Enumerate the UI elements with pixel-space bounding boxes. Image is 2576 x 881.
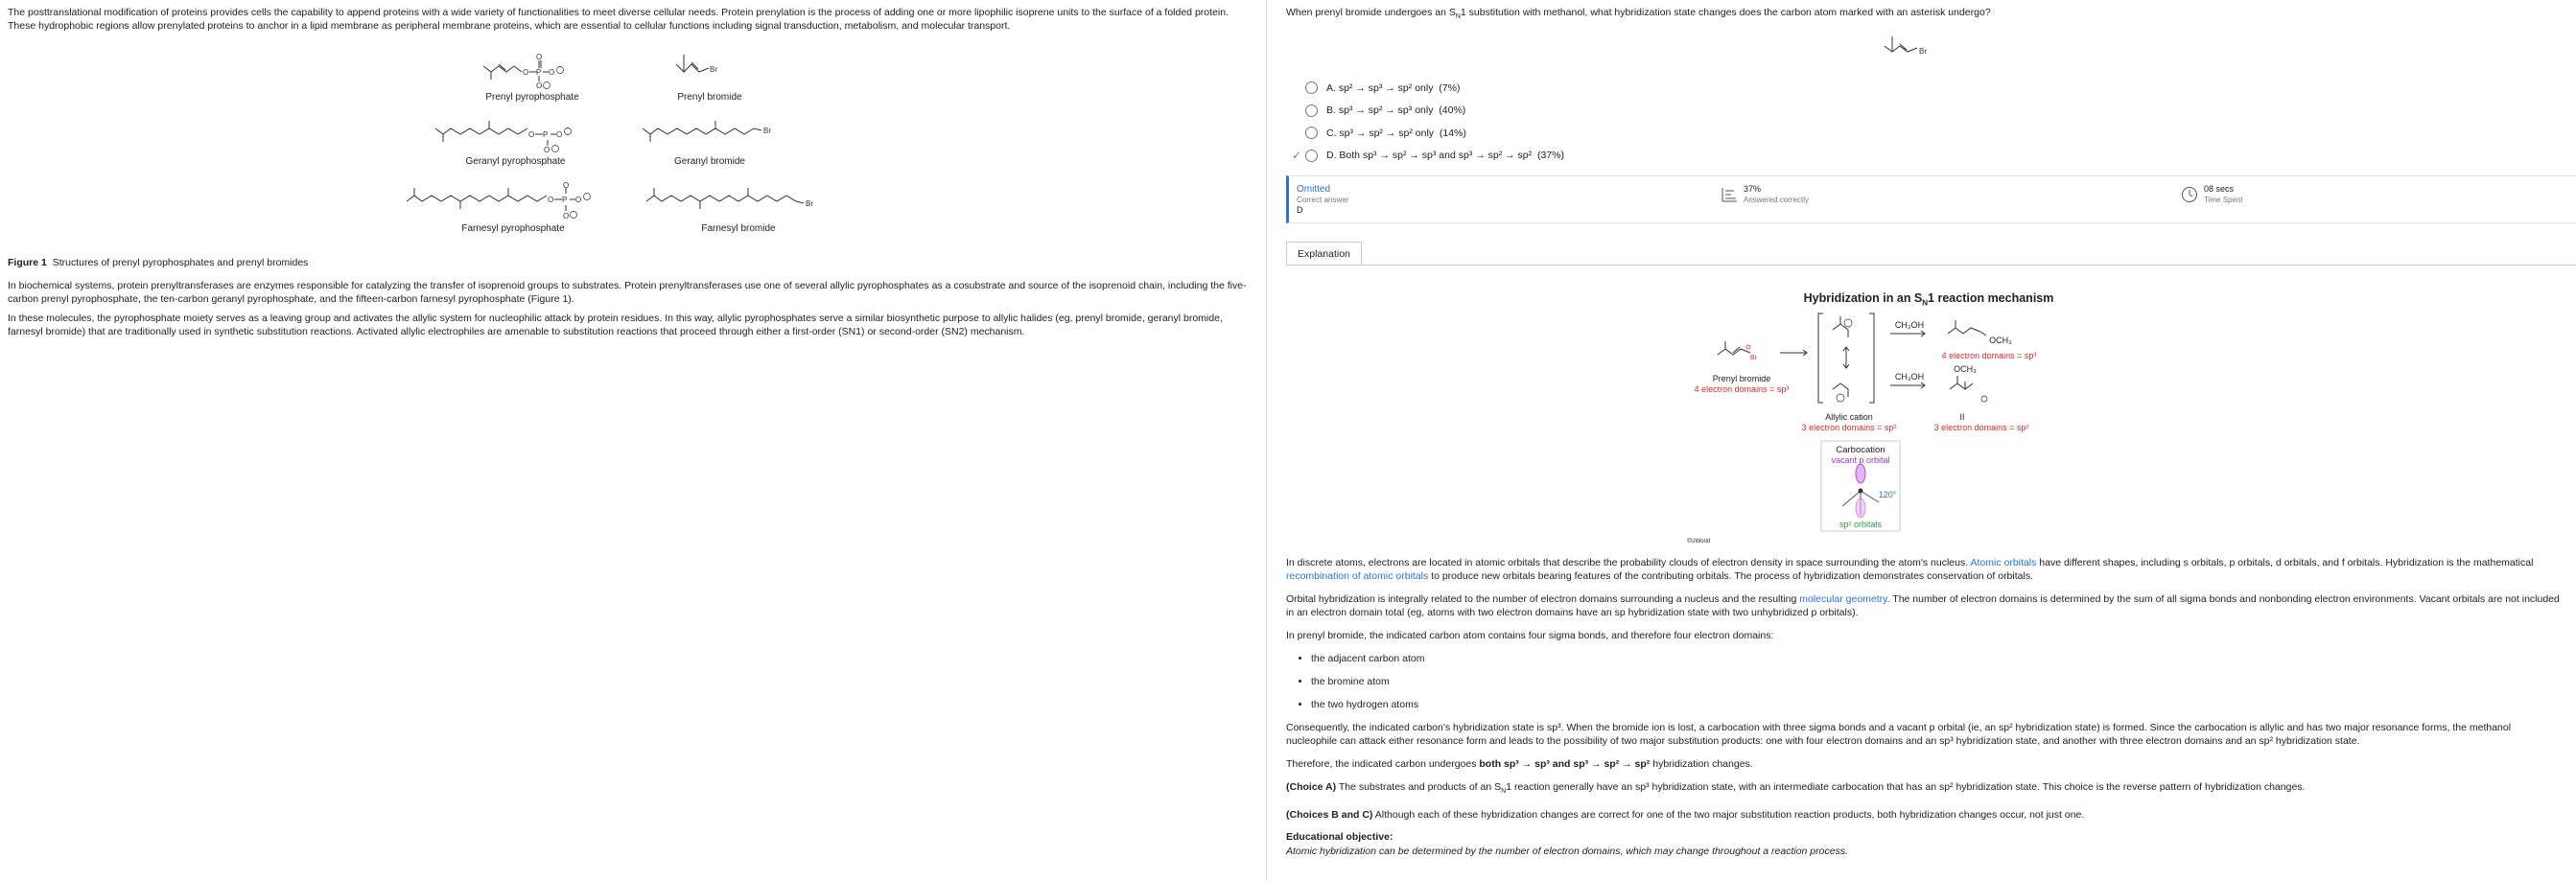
structure-geranyl-bromide [623, 115, 796, 167]
farnesyl-bromide-drawing [643, 182, 834, 220]
passage-body [8, 279, 1254, 344]
radio-button[interactable] [1305, 150, 1318, 162]
sp2-orbitals-label: sp² orbitals [1838, 520, 1882, 529]
explanation-body [1286, 556, 2562, 868]
answer-status: Omitted Correct answer D [1297, 184, 1349, 215]
prenyl-pyrophosphate-drawing [480, 51, 585, 89]
structure-label: Farnesyl pyrophosphate [461, 223, 565, 234]
svg-text:P: P [536, 68, 542, 77]
figure-1-structures [422, 43, 902, 249]
svg-text:O: O [528, 130, 535, 139]
radio-button[interactable] [1305, 127, 1318, 139]
choice-d[interactable]: ✓ D. Both sp³ → sp² → sp³ and sp³ → sp² → sp² (37%) [1292, 149, 1565, 163]
choice-a[interactable]: A. sp² → sp³ → sp² only (7%) [1305, 77, 1564, 100]
product-2-label: II [1959, 412, 1965, 422]
time-spent: 08 secs Time Spent [2181, 184, 2243, 205]
structure-label: Farnesyl bromide [701, 223, 776, 234]
carbocation-title: Carbocation [1836, 445, 1885, 455]
bond-angle-label: 120° [1878, 490, 1897, 499]
passage-pane [0, 0, 1266, 881]
figure-caption-text: Structures of prenyl pyrophosphates and prenyl bromides [52, 257, 309, 268]
farnesyl-pyrophosphate-drawing [403, 182, 623, 220]
question-stem: When prenyl bromide undergoes an $S_N1$ substitution with methanol, what hybridization state changes does the carbon atom marked with an asterisk undergo? [1286, 7, 1991, 21]
passage-paragraph-2: In biochemical systems, protein prenyltransferases are enzymes responsible for catalyzing the transfer of isoprenoid groups to substrates. Protein prenyltransferases use one of several allylic pyrophosphates as a cosubstrate and source of the isoprenoid chain, including the five-carbon prenyl pyrophosphate, the ten-carbon geranyl pyrophosphate, and the fifteen-carbon farnesyl pyrophosphate (Figure 1). [8, 280, 1247, 305]
prenyl-bromide-domains: 4 electron domains = sp³ [1694, 384, 1790, 394]
structure-farnesyl-bromide [643, 182, 834, 234]
structure-label: Prenyl bromide [677, 92, 742, 103]
vacant-p-orbital-label: vacant p orbital [1831, 455, 1890, 465]
copyright: ©UWorld [1686, 539, 1711, 545]
svg-text:Br: Br [710, 65, 717, 74]
svg-text:P: P [562, 196, 568, 204]
link-atomic-orbitals[interactable]: Atomic orbitals [1970, 557, 2037, 568]
mechanism-title: Hybridization in an $S_N1$ reaction mechanism [1803, 291, 2054, 308]
svg-text:Br: Br [806, 199, 813, 208]
choice-c[interactable]: C. sp³ → sp² → sp² only (14%) [1305, 122, 1564, 145]
prenyl-bromide-drawing [667, 51, 753, 89]
svg-text:O: O [556, 130, 563, 139]
svg-text:O: O [536, 81, 543, 89]
explanation-paragraph-5: Therefore, the indicated carbon undergoes both sp³ → sp³ and sp³ → sp² → sp² hybridization changes. [1286, 758, 1753, 770]
structure-geranyl-pyrophosphate [432, 115, 599, 167]
list-item: • the adjacent carbon atom [1311, 652, 2562, 665]
radio-button[interactable] [1305, 104, 1318, 117]
explanation-choices-b-c: (Choices B and C) Although each of these hybridization changes are correct for one of the two major substitution reaction products, both hybridization changes occur, not just one. [1286, 809, 2085, 822]
product-2-group: OCH₃ [1954, 364, 1977, 374]
svg-text:O: O [523, 68, 529, 77]
svg-text:O: O [575, 196, 582, 204]
product-2-domains: 3 electron domains = sp² [1933, 423, 2029, 432]
svg-text:O: O [548, 196, 554, 204]
reagent-methanol-2: CH₃OH [1894, 372, 1925, 382]
passage-paragraph-3: In these molecules, the pyrophosphate moiety serves as a leaving group and activates the allylic system for nucleophilic attack by protein residues. In this way, allylic pyrophosphates serve a similar biosynthetic purpose to allylic halides (eg, prenyl bromide, geranyl bromide, farnesyl bromide) that are traditionally used in synthetic substitution reactions. Activated allylic electrophiles are amenable to substitution reactions that proceed through either a first-order (SN1) or second-order (SN2) mechanism. [8, 313, 1223, 337]
svg-text:O: O [549, 68, 555, 77]
question-pane [1267, 0, 2576, 881]
structure-prenyl-bromide [667, 51, 753, 103]
passage-intro: The posttranslational modification of proteins provides cells the capability to append proteins with a wide variety of functionalities to meet diverse cellular needs. Protein prenylation is the process of adding one or more lipophilic isoprene units to the surface of a folded protein. These hydrophobic regions allow prenylated proteins to anchor in a lipid membrane as peripheral membrane proteins, which are essential to cellular functions including signal transduction, metabolism, and molecular transport. [8, 7, 1229, 32]
question-molecule [1881, 29, 1948, 70]
percent-correct: 37% Answered correctly [1721, 184, 1809, 205]
explanation-paragraph-4: Consequently, the indicated carbon's hybridization state is sp³. When the bromide ion is lost, a carbocation with three sigma bonds and a vacant p orbital (ie, an sp² hybridization state) is formed. Since the carbocation is allylic and has two major resonance forms, the methanol nucleophile can attack either resonance form and leads to the possibility of two major substitution products: one with four electron domains and an sp³ hybridization state, and another with three electron domains and an sp² hybridization state. [1286, 722, 2512, 747]
svg-text:O: O [536, 53, 543, 61]
structure-farnesyl-pyrophosphate [403, 182, 623, 234]
list-item: • the bromine atom [1311, 675, 2562, 688]
structure-prenyl-pyrophosphate [480, 51, 585, 103]
reagent-methanol-1: CH₃OH [1894, 320, 1925, 330]
clock-icon [2181, 186, 2198, 203]
prenyl-bromide-question-drawing [1881, 29, 1948, 67]
correct-check-icon: ✓ [1292, 149, 1302, 163]
explanation-paragraph-3: In prenyl bromide, the indicated carbon atom contains four sigma bonds, and therefore four electron domains: [1286, 630, 1774, 641]
figure-label: Figure 1 [8, 257, 47, 268]
structure-label: Prenyl pyrophosphate [485, 92, 579, 103]
svg-text:O: O [544, 146, 550, 153]
radio-button[interactable] [1305, 81, 1318, 94]
explanation-paragraph-2: Orbital hybridization is integrally related to the number of electron domains surrounding a nucleus and the resulting molecular geometry. The number of electron domains is determined by the sum of all sigma bonds and nonbonding electron environments. Vacant orbitals are not included in an electron domain total (eg, atoms with two electron domains have an sp hybridization state with two unhybridized p orbitals). [1286, 593, 2560, 618]
prenyl-bromide-label: Prenyl bromide [1712, 374, 1771, 383]
svg-text:Br: Br [1919, 47, 1927, 56]
bar-chart-icon [1721, 186, 1738, 203]
product-1-group: OCH₃ [1989, 336, 2012, 345]
link-molecular-geometry[interactable]: molecular geometry [1799, 593, 1887, 605]
mechanism-figure [1686, 290, 2149, 548]
link-recombination[interactable]: recombination of atomic orbitals [1286, 570, 1429, 582]
educational-objective-heading: Educational objective: [1286, 831, 1393, 844]
product-1-domains: 4 electron domains = sp³ [1941, 351, 2037, 360]
explanation-paragraph-1: In discrete atoms, electrons are located in atomic orbitals that describe the probability clouds of electron density in space surrounding the atom's nucleus. Atomic orbitals have different shapes, including s orbitals, p orbitals, d orbitals, and f orbitals. Hybridization is the mathematical recombination of atomic orbitals to produce new orbitals bearing features of the contributing orbitals. The process of hybridization demonstrates conservation of orbitals. [1286, 557, 2534, 582]
electron-domain-list [1311, 652, 2562, 711]
choice-b[interactable]: B. sp³ → sp² → sp³ only (40%) [1305, 100, 1564, 123]
answer-choices [1292, 77, 1565, 167]
svg-text:O: O [563, 212, 570, 220]
svg-text:O: O [563, 182, 570, 190]
allylic-cation-label: Allylic cation [1825, 412, 1873, 422]
explanation-choice-a: (Choice A) The substrates and products of an $S_N1$ reaction generally have an sp³ hybridization state, with an intermediate carbocation that has an sp² hybridization state. This choice is the reverse pattern of hybridization changes. [1286, 781, 2306, 796]
svg-text:P: P [543, 130, 549, 139]
structure-label: Geranyl pyrophosphate [465, 156, 566, 167]
result-stats-bar [1286, 175, 2576, 223]
structure-label: Geranyl bromide [674, 156, 745, 167]
svg-text:Br: Br [1750, 355, 1757, 361]
svg-text:Br: Br [763, 127, 771, 135]
geranyl-bromide-drawing [623, 115, 796, 153]
list-item: • the two hydrogen atoms [1311, 698, 2562, 711]
tab-explanation[interactable]: Explanation [1286, 242, 1362, 266]
tab-underline [1286, 265, 2576, 266]
geranyl-pyrophosphate-drawing [432, 115, 599, 153]
allylic-cation-domains: 3 electron domains = sp² [1801, 423, 1897, 432]
figure-caption [8, 257, 1254, 268]
educational-objective-text: Atomic hybridization can be determined by the number of electron domains, which may change throughout a reaction process. [1286, 846, 1848, 858]
